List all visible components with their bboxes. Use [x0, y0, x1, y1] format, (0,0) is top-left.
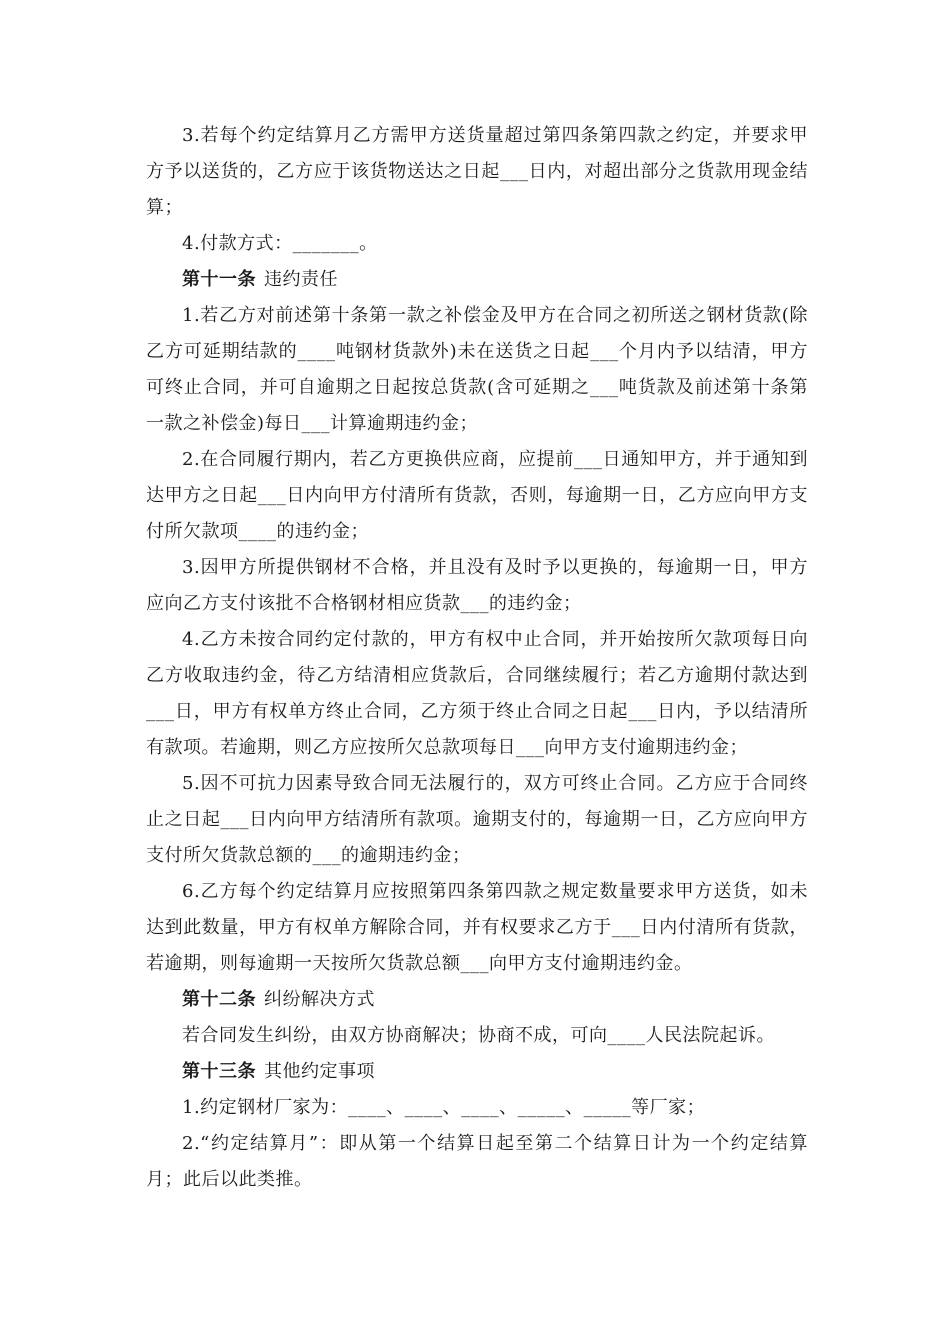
document-page	[146, 118, 808, 1198]
article-13-title: 其他约定事项	[264, 1061, 375, 1082]
article-12-title: 纠纷解决方式	[264, 989, 375, 1010]
article-11-item-4: 4.乙方未按合同约定付款的，甲方有权中止合同，并开始按所欠款项每日向乙方收取违约金，待乙方结清相应货款后，合同继续履行；若乙方逾期付款达到___日，甲方有权单方终止合同，乙方须于终止合同之日起___日内，予以结清所有款项。若逾期，则乙方应按所欠总款项每日___向甲方支付逾期违约金；	[146, 629, 808, 758]
article-13-heading	[146, 1054, 808, 1090]
article-11-item-1: 1.若乙方对前述第十条第一款之补偿金及甲方在合同之初所送之钢材货款(除乙方可延期结款的____吨钢材货款外)未在送货之日起___个月内予以结清，甲方可终止合同，并可自逾期之日起按总货款(含可延期之___吨货款及前述第十条第一款之补偿金)每日___计算逾期违约金；	[146, 305, 808, 434]
article-11-item-6: 6.乙方每个约定结算月应按照第四条第四款之规定数量要求甲方送货，如未达到此数量，甲方有权单方解除合同，并有权要求乙方于___日内付清所有货款，若逾期，则每逾期一天按所欠货款总额___向甲方支付逾期违约金。	[146, 881, 808, 974]
article-11-label: 第十一条	[182, 269, 256, 290]
article-13-label: 第十三条	[182, 1061, 256, 1082]
clause-10-item-3: 3.若每个约定结算月乙方需甲方送货量超过第四条第四款之约定，并要求甲方予以送货的，乙方应于该货物送达之日起___日内，对超出部分之货款用现金结算；	[146, 125, 808, 218]
article-12-label: 第十二条	[182, 989, 256, 1010]
article-11-item-2: 2.在合同履行期内，若乙方更换供应商，应提前___日通知甲方，并于通知到达甲方之日起___日内向甲方付清所有货款，否则，每逾期一日，乙方应向甲方支付所欠款项____的违约金；	[146, 449, 808, 542]
article-13-item-2: 2.“约定结算月”：即从第一个结算日起至第二个结算日计为一个约定结算月；此后以此类推。	[146, 1133, 808, 1190]
article-11-item-3: 3.因甲方所提供钢材不合格，并且没有及时予以更换的，每逾期一日，甲方应向乙方支付该批不合格钢材相应货款___的违约金；	[146, 557, 808, 614]
clause-10-item-4: 4.付款方式：_______。	[182, 233, 378, 254]
article-11-heading	[146, 262, 808, 298]
article-12-body: 若合同发生纠纷，由双方协商解决；协商不成，可向____人民法院起诉。	[182, 1025, 775, 1046]
article-11-item-5: 5.因不可抗力因素导致合同无法履行的，双方可终止合同。乙方应于合同终止之日起___日内向甲方结清所有款项。逾期支付的，每逾期一日，乙方应向甲方支付所欠货款总额的___的逾期违约金；	[146, 773, 808, 866]
article-11-title: 违约责任	[264, 269, 338, 290]
article-13-item-1: 1.约定钢材厂家为：____、____、____、_____、_____等厂家；	[182, 1097, 706, 1118]
article-12-heading	[146, 982, 808, 1018]
